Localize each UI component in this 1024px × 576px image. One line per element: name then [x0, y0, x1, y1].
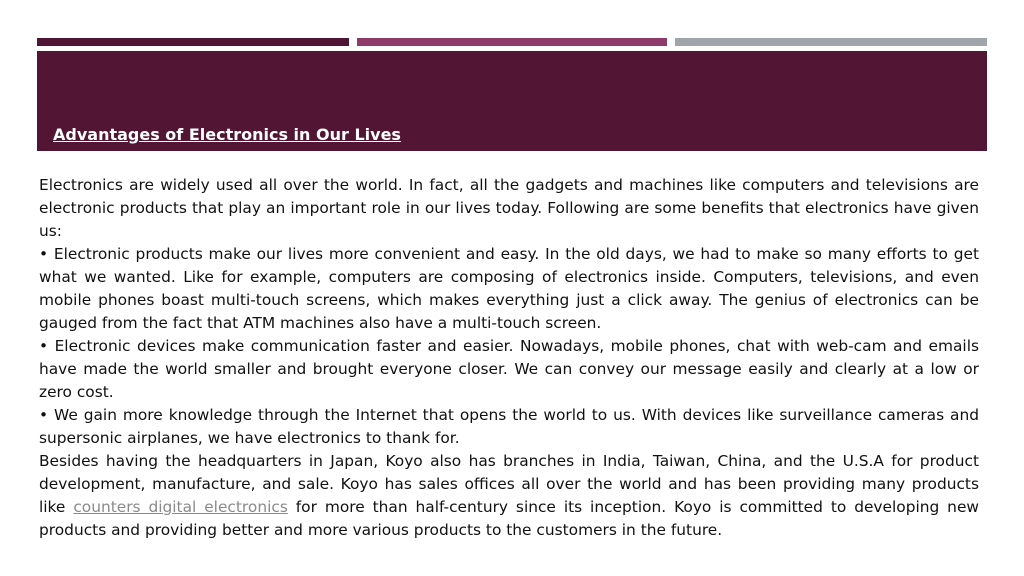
- title-banner: [37, 51, 987, 151]
- bullet-knowledge: • We gain more knowledge through the Internet that opens the world to us. With devices like surveillance cameras and supersonic airplanes, we have electronics to thank for.: [39, 406, 979, 447]
- bullet-communication: • Electronic devices make communication faster and easier. Nowadays, mobile phones, chat with web-cam and emails have made the world smaller and brought everyone closer. We can convey our message easily and clearly at a low or zero cost.: [39, 337, 979, 401]
- top-stripe-gray: [675, 38, 987, 46]
- closing-text-before: Besides having the headquarters in Japan, Koyo also has branches in India, Taiwan, China, and the U.S.A for product development, manufacture, and sale. Koyo has sales offices all over the world and has been providing many products like: [39, 452, 979, 516]
- closing-text-after: for more than half-century since its inception. Koyo is committed to developing new products and providing better and more various products to the customers in the future.: [39, 498, 979, 539]
- top-stripe-magenta: [357, 38, 667, 46]
- slide-body: [39, 174, 979, 542]
- slide-title: Advantages of Electronics in Our Lives: [53, 125, 401, 144]
- top-stripe-dark: [37, 38, 349, 46]
- closing-paragraph: [39, 450, 979, 542]
- intro-paragraph: Electronics are widely used all over the world. In fact, all the gadgets and machines like computers and televisions are electronic products that play an important role in our lives today. Following are some benefits that electronics have given us:: [39, 176, 979, 240]
- bullet-convenience: • Electronic products make our lives more convenient and easy. In the old days, we had to make so many efforts to get what we wanted. Like for example, computers are composing of electronics inside. Computers, televisions, and even mobile phones boast multi-touch screens, which makes everything just a click away. The genius of electronics can be gauged from the fact that ATM machines also have a multi-touch screen.: [39, 245, 979, 332]
- counters-digital-electronics-link[interactable]: counters digital electronics: [73, 498, 288, 516]
